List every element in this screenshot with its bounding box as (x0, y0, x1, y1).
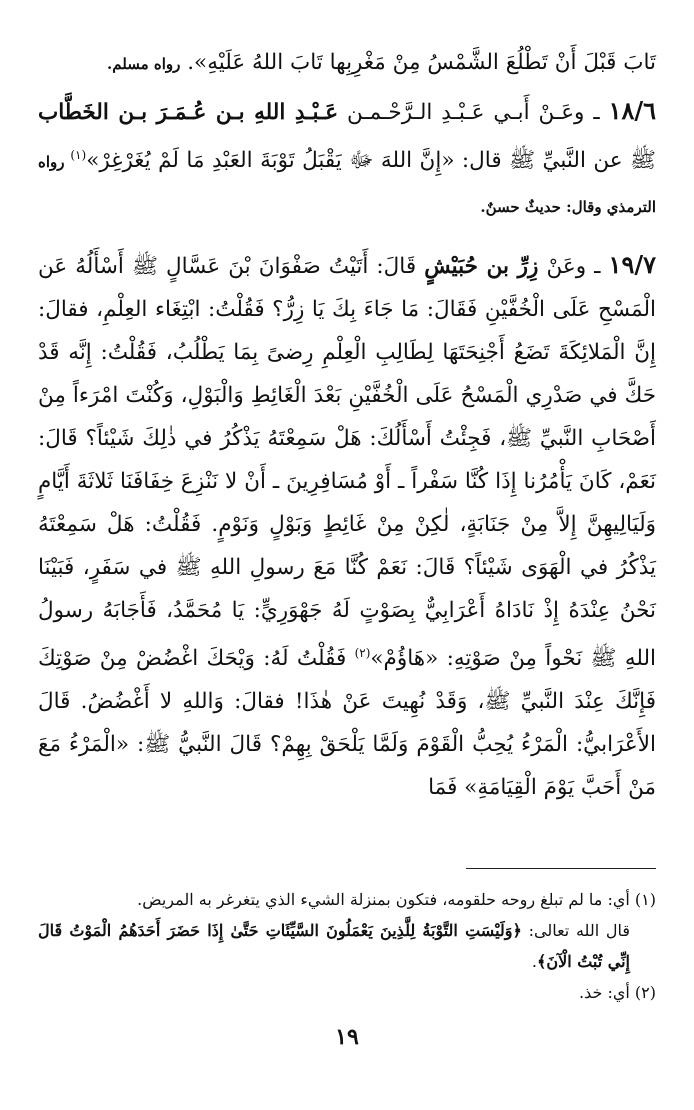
footnote-divider (466, 868, 656, 869)
hadith-18 (38, 89, 656, 229)
footnote-2 (38, 977, 656, 1008)
hadith-source: رواه مسلم. (107, 55, 181, 73)
continued-text-line (38, 40, 656, 87)
page-number: ١٩ (335, 1024, 359, 1050)
footnote-text: أي: خذ. (579, 983, 635, 1002)
narrator-name: عَـبْـدِ اللهِ بـن عُـمَـرَ بـن الخَطَّاب (38, 100, 339, 125)
footnotes (38, 884, 656, 1008)
hadith-number: ١٨/٦ (608, 96, 656, 125)
hadith-body: قَالَ: أَتَيْتُ صَفْوَانَ بْنَ عَسَّالٍ ﷺ أَسْأَلُهُ عَن الْمَسْحِ عَلَى الْخُفَّيْنِ فَقَالَ: مَا جَاءَ بِكَ يَا زِرُّ؟ فَقُلْتُ: ابْتِغَاء العِلْمِ، فقالَ: إِنَّ الْمَلائِكَةَ تَضَعُ أَجْنِحَتَهَا لِطَالِبِ الْعِلْمِ رِضىً بِمَا يَطْلُبُ، فَقُلْتُ: إِنَّه قَدْ حَكَّ في صَدْرِي الْمَسْحُ عَلَى الْخُفَّيْنِ بَعْدَ الْغَائِطِ وَالْبَوْلِ، وَكُنْتَ امْرَءاً مِنْ أَصْحَابِ النَّبيِّ ﷺ، فَجِئْتُ أَسْأَلُكَ: هَلْ سَمِعْتَهُ يَذْكُرُ في ذٰلِكَ شَيْئاً؟ قَالَ: نَعَمْ، كَانَ يَأْمُرُنا إِذَا كُنَّا سَفْراً ـ أَوْ مُسَافِرِينَ ـ أَنْ لا نَنْزِعَ خِفَافَنَا ثَلاثَةَ أَيَّامٍ وَلَيَالِيهِنَّ إِلاَّ مِنْ جَنَابَةٍ، لٰكِنْ مِنْ غَائِطٍ وَبَوْلٍ وَنَوْمٍ. فَقُلْتُ: هَلْ سَمِعْتَهُ يَذْكُرُ في الْهَوَى شَيْئاً؟ قَالَ: نَعَمْ كُنَّا مَعَ رسولِ اللهِ ﷺ في سَفَرٍ، فَبَيْنَا نَحْنُ عِنْدَهُ إِذْ نَادَاهُ أَعْرَابِيٌّ بِصَوْتٍ لَهُ جَهْوَرِيٍّ: يَا مُحَمَّدُ، فَأَجَابَهُ رسولُ اللهِ ﷺ نَحْواً مِنْ صَوْتِهِ: «هَاؤُمْ» (38, 254, 657, 672)
quran-verse: ﴿وَلَيْسَتِ التَّوْبَةُ لِلَّذِينَ يَعْمَلُونَ السَّيِّئَاتِ حَتَّىٰ إِذَا حَضَرَ أَحَدَهُمُ الْمَوْتُ قَالَ إِنِّي تُبْتُ الْآنَ﴾ (38, 921, 630, 971)
footnote-1-quran (38, 915, 656, 977)
footnote-marker: (١) (70, 148, 87, 162)
hadith-19 (38, 243, 656, 809)
footnote-1 (38, 884, 656, 915)
continued-hadith-text: تَابَ قَبْلَ أَنْ تَطْلُعَ الشَّمْسُ مِنْ مَغْرِبِها تَابَ اللهُ عَلَيْهِ». (180, 50, 656, 75)
hadith-number: ١٩/٧ (608, 250, 656, 280)
footnote-quran-intro: قال الله تعالى: (521, 921, 631, 940)
hadith-body-continued: فَقُلْتُ لَهُ: وَيْحَكَ اغْضُضْ مِنْ صَوْتِكَ فَإِنَّكَ عِنْدَ النَّبيِّ ﷺ، وَقَدْ نُهِيتَ عَنْ هٰذَا! فقالَ: وَاللهِ لا أَغْضُضُ. قَالَ الأَعْرَابيُّ: الْمَرْءُ يُحِبُّ الْقَوْمَ وَلَمَّا يَلْحَقْ بِهِمْ؟ قَالَ النَّبيُّ ﷺ: «الْمَرْءُ مَعَ مَنْ أَحَبَّ يَوْمَ الْقِيَامَةِ» فَمَا (38, 646, 656, 801)
hadith-intro: ـ وعَنْ (538, 254, 609, 280)
hadith-body: ﷺ عن النَّبيِّ ﷺ قال: «إِنَّ اللهَ ﷻ يَقْبَلُ تَوْبَةَ العَبْدِ مَا لَمْ يُغَرْغِرْ» (86, 148, 656, 174)
document-page (38, 40, 656, 1070)
footnote-marker: (٢) (354, 646, 371, 661)
hadith-intro: ـ وعَـنْ أَبـي عَـبْـدِ الـرَّحْـمـن (338, 100, 609, 125)
footnote-number: (٢) (634, 983, 656, 1002)
narrator-name: زِرِّ بن حُبَيْشٍ (424, 254, 539, 280)
footnote-number: (١) (634, 890, 656, 909)
hadith-source: رواه الترمذي وقال: حديثٌ حسنٌ. (38, 153, 656, 217)
footnote-text: أي: ما لم تبلغ روحه حلقومه، فتكون بمنزلة الشيء الذي يتغرغر به المريض. (137, 890, 635, 909)
footnote-end: . (531, 952, 537, 971)
